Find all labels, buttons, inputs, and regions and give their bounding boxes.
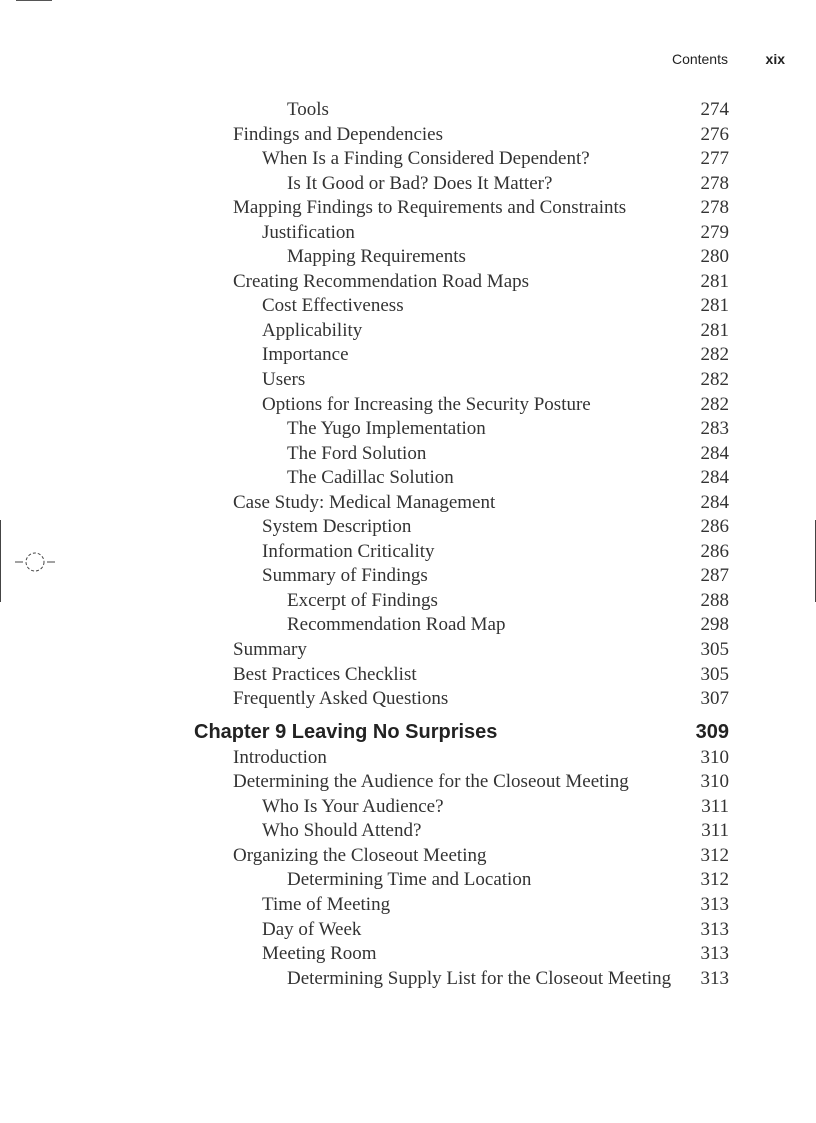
- toc-entry-page: 312: [700, 869, 729, 891]
- table-of-contents: [0, 98, 816, 991]
- toc-entry-title: Findings and Dependencies: [233, 123, 444, 145]
- toc-entry-page: 282: [700, 344, 729, 366]
- toc-entry: [0, 393, 816, 418]
- toc-entry: [0, 172, 816, 197]
- toc-entry: [0, 343, 816, 368]
- toc-entry: [0, 770, 816, 795]
- toc-entry-title: Day of Week: [262, 918, 362, 940]
- toc-entry: [0, 515, 816, 540]
- toc-entry-title: Meeting Room: [262, 943, 377, 965]
- toc-entry-page: 284: [700, 442, 729, 464]
- toc-entry: [0, 417, 816, 442]
- toc-entry-page: 313: [700, 918, 729, 940]
- toc-entry-page: 282: [700, 369, 729, 391]
- toc-entry-title: Summary: [233, 639, 307, 661]
- toc-entry-title: Organizing the Closeout Meeting: [233, 844, 487, 866]
- toc-entry-page: 284: [700, 467, 729, 489]
- toc-entry-page: 280: [700, 246, 729, 268]
- toc-entry-page: 312: [700, 844, 729, 866]
- toc-entry: [0, 147, 816, 172]
- toc-entry: [0, 123, 816, 148]
- toc-entry-title: Cost Effectiveness: [262, 295, 404, 317]
- toc-entry: [0, 589, 816, 614]
- toc-entry-page: 311: [701, 820, 729, 842]
- toc-entry-title: Excerpt of Findings: [287, 589, 438, 611]
- toc-entry: [0, 918, 816, 943]
- toc-entry-page: 282: [700, 393, 729, 415]
- toc-entry-title: Tools: [287, 99, 329, 120]
- toc-entry-title: Summary of Findings: [262, 565, 428, 587]
- toc-entry-title: Case Study: Medical Management: [233, 491, 496, 513]
- toc-entry-page: 274: [700, 99, 729, 120]
- toc-entry-title: Chapter 9 Leaving No Surprises: [194, 720, 498, 743]
- toc-entry-page: 311: [701, 795, 729, 817]
- running-header-section: Contents: [671, 51, 728, 67]
- toc-entry-title: The Ford Solution: [287, 442, 427, 464]
- toc-entry: [0, 294, 816, 319]
- toc-entry-page: 309: [695, 720, 729, 743]
- top-crop-rule: [16, 0, 52, 1]
- toc-entry-page: 281: [700, 270, 729, 292]
- toc-entry: [0, 442, 816, 467]
- toc-entry-page: 313: [700, 893, 729, 915]
- toc-entry-title: Recommendation Road Map: [287, 614, 506, 636]
- toc-entry-page: 307: [700, 688, 729, 710]
- toc-entry-title: Determining Time and Location: [287, 869, 532, 891]
- toc-entry-page: 298: [700, 614, 729, 636]
- toc-entry: [0, 819, 816, 844]
- toc-entry-title: Creating Recommendation Road Maps: [233, 270, 530, 292]
- toc-entry-page: 310: [700, 771, 729, 793]
- toc-entry-title: System Description: [262, 516, 412, 538]
- running-header: [0, 51, 816, 71]
- toc-entry: [0, 98, 816, 123]
- toc-entry-page: 278: [700, 172, 729, 194]
- toc-entry: [0, 967, 816, 992]
- toc-entry: [0, 638, 816, 663]
- toc-entry-title: Options for Increasing the Security Posture: [262, 393, 591, 415]
- toc-entry-title: Who Should Attend?: [262, 820, 422, 842]
- toc-entry-title: Time of Meeting: [262, 893, 391, 915]
- toc-entry-page: 281: [700, 295, 729, 317]
- toc-entry-page: 287: [700, 565, 729, 587]
- toc-entry-title: Is It Good or Bad? Does It Matter?: [287, 172, 553, 194]
- toc-entry-page: 279: [700, 221, 729, 243]
- toc-entry: [0, 319, 816, 344]
- toc-entry-title: When Is a Finding Considered Dependent?: [262, 148, 590, 170]
- toc-entry: [0, 795, 816, 820]
- toc-entry-page: 283: [700, 418, 729, 440]
- toc-entry: [0, 221, 816, 246]
- toc-entry: [0, 746, 816, 771]
- toc-entry-title: Best Practices Checklist: [233, 663, 417, 685]
- toc-entry-title: Introduction: [233, 746, 327, 768]
- toc-entry: [0, 844, 816, 869]
- toc-entry-title: Determining the Audience for the Closeout Meeting: [233, 771, 629, 793]
- toc-entry: [0, 868, 816, 893]
- toc-entry-title: Determining Supply List for the Closeout Meeting: [287, 967, 672, 989]
- toc-entry-title: Mapping Requirements: [287, 246, 466, 268]
- toc-entry-page: 278: [700, 197, 729, 219]
- crop-mark-left: [0, 520, 1, 602]
- toc-entry-page: 313: [700, 967, 729, 989]
- toc-entry-title: The Yugo Implementation: [287, 418, 486, 440]
- toc-entry-page: 313: [700, 943, 729, 965]
- toc-entry-title: Mapping Findings to Requirements and Constraints: [233, 197, 627, 219]
- toc-entry-page: 277: [700, 148, 729, 170]
- toc-entry: [0, 687, 816, 712]
- toc-entry: [0, 663, 816, 688]
- toc-entry: [0, 270, 816, 295]
- toc-entry-page: 310: [700, 746, 729, 768]
- toc-entry-page: 305: [700, 639, 729, 661]
- toc-entry: [0, 368, 816, 393]
- toc-entry-title: Users: [262, 369, 306, 391]
- toc-entry-title: The Cadillac Solution: [287, 467, 454, 489]
- toc-entry-title: Information Criticality: [262, 540, 435, 562]
- toc-entry: [0, 466, 816, 491]
- toc-entry: [0, 245, 816, 270]
- toc-entry: [0, 196, 816, 221]
- toc-entry-title: Frequently Asked Questions: [233, 688, 449, 710]
- toc-entry-title: Who Is Your Audience?: [262, 795, 444, 817]
- toc-entry-page: 284: [700, 491, 729, 513]
- registration-mark-icon: [15, 549, 55, 575]
- toc-entry-page: 286: [700, 540, 729, 562]
- toc-entry-title: Applicability: [262, 319, 363, 341]
- toc-entry: [0, 491, 816, 516]
- toc-entry-page: 305: [700, 663, 729, 685]
- toc-entry-title: Importance: [262, 344, 349, 366]
- toc-entry-page: 276: [700, 123, 729, 145]
- toc-entry-page: 286: [700, 516, 729, 538]
- toc-entry: [0, 540, 816, 565]
- toc-entry: [0, 613, 816, 638]
- toc-entry: [0, 893, 816, 918]
- toc-entry-title: Justification: [262, 221, 355, 243]
- toc-entry: [0, 942, 816, 967]
- toc-entry-page: 288: [700, 589, 729, 611]
- toc-entry-page: 281: [700, 319, 729, 341]
- toc-chapter-heading: [0, 712, 816, 746]
- toc-entry: [0, 564, 816, 589]
- running-header-page-number: xix: [765, 51, 785, 67]
